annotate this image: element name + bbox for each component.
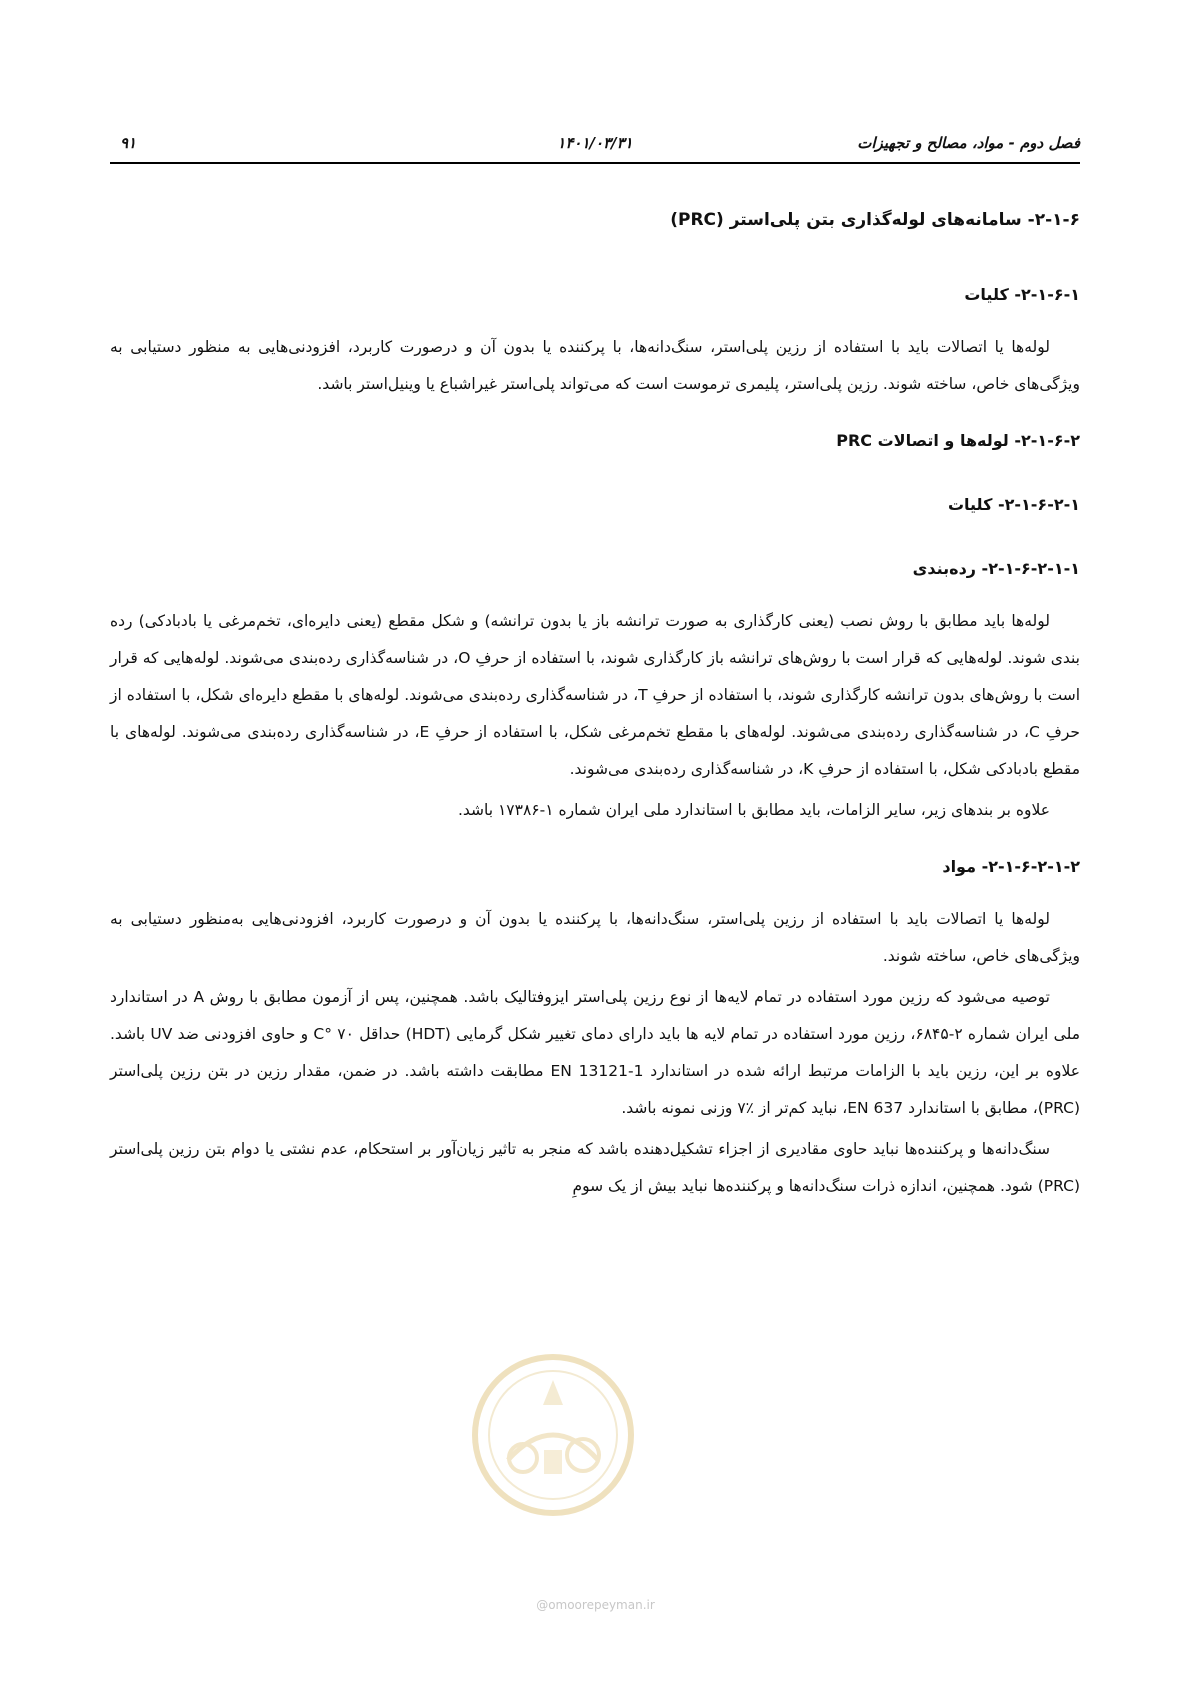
- watermark-seal-icon: [468, 1350, 638, 1520]
- header-date: ۱۴۰۱/۰۳/۳۱: [557, 134, 633, 152]
- page-number: ۹۱: [120, 134, 137, 152]
- paragraph-classification-standard: علاوه بر بندهای زیر، سایر الزامات، باید مطابق با استاندارد ملی ایران شماره ۱-۱۷۳۸۶ باشد.: [457, 801, 1050, 819]
- paragraph-general: لوله‌ها یا اتصالات باید با استفاده از رزین پلی‌استر، سنگ‌دانه‌ها، با پرکننده یا بدون آن و درصورت کاربرد، افزودنی‌هایی به منظور دستیابی به ویژگی‌های خاص، ساخته شوند. رزین پلی‌استر، پلیمری ترموست است که می‌تواند پلی‌استر غیراشباع یا وینیل‌استر باشد.: [110, 338, 1080, 393]
- subsection-heading-pipes: ۲-۱-۶-۲- لوله‌ها و اتصالات PRC: [836, 431, 1080, 450]
- page-header: [110, 128, 1080, 158]
- subsection-heading-pipes-general: ۲-۱-۶-۲-۱- کلیات: [947, 495, 1080, 514]
- chapter-title: فصل دوم - مواد، مصالح و تجهیزات: [857, 134, 1080, 152]
- paragraph-classification: لوله‌ها باید مطابق با روش نصب (یعنی کارگذاری به صورت ترانشه باز یا بدون ترانشه) و شکل مقطع (یعنی دایره‌ای، تخم‌مرغی یا بادبادکی) رده بندی شوند. لوله‌هایی که قرار است با روش‌های ترانشه باز کارگذاری شوند، با استفاده از حرفِ O، در شناسه‌گذاری رده‌بندی می‌شوند. لوله‌هایی که قرار است با روش‌های بدون ترانشه کارگذاری شوند، با استفاده از حرفِ T، در شناسه‌گذاری رده‌بندی می‌شوند. لوله‌های با مقطع دایره‌ای شکل، با استفاده از حرفِ C، در شناسه‌گذاری رده‌بندی می‌شوند. لوله‌های با مقطع تخم‌مرغی شکل، با استفاده از حرفِ E، در شناسه‌گذاری رده‌بندی می‌شوند. لوله‌های با مقطع بادبادکی شکل، با استفاده از حرفِ K، در شناسه‌گذاری رده‌بندی می‌شوند.: [110, 612, 1081, 778]
- subsection-heading-general: ۲-۱-۶-۱- کلیات: [964, 285, 1080, 304]
- paragraph-materials-3: سنگ‌دانه‌ها و پرکننده‌ها نباید حاوی مقادیری از اجزاء تشکیل‌دهنده باشد که منجر به تاثیر زیان‌آور بر استحکام، عدم نشتی یا دوام بتن رزین پلی‌استر (PRC) شود. همچنین، اندازه ذرات سنگ‌دانه‌ها و پرکننده‌ها نباید بیش از یک سومِ: [110, 1140, 1080, 1195]
- document-body: [110, 205, 1080, 1229]
- watermark-site: @omoorepeyman.ir: [536, 1598, 655, 1612]
- paragraph-materials-2: توصیه می‌شود که رزین مورد استفاده در تمام لایه‌ها از نوع رزین پلی‌استر ایزوفتالیک باشد. همچنین، پس از آزمون مطابق با روش A در استاندارد ملی ایران شماره ۲-۶۸۴۵، رزین مورد استفاده در تمام لایه ها باید دارای دمای تغییر شکل گرمایی (HDT) حداقل ۷۰ °C و حاوی افزودنی ضد UV باشد. علاوه بر این، رزین باید با الزامات مرتبط ارائه شده در استاندارد EN 13121-1 مطابقت داشته باشد. در ضمن، مقدار رزین در بتن رزین پلی‌استر (PRC)، مطابق با استاندارد EN 637، نباید کم‌تر از ٪۷ وزنی نمونه باشد.: [110, 988, 1080, 1117]
- subsection-heading-materials: ۲-۱-۶-۲-۱-۲- مواد: [942, 857, 1080, 876]
- paragraph-materials-1: لوله‌ها یا اتصالات باید با استفاده از رزین پلی‌استر، سنگ‌دانه‌ها، با پرکننده یا بدون آن و درصورت کاربرد، افزودنی‌هایی به‌منظور دستیابی به ویژگی‌های خاص، ساخته شوند.: [110, 910, 1080, 965]
- header-rule: [110, 162, 1080, 164]
- subsection-heading-classification: ۲-۱-۶-۲-۱-۱- رده‌بندی: [912, 559, 1080, 578]
- section-heading: ۲-۱-۶- سامانه‌های لوله‌گذاری بتن پلی‌استر (PRC): [670, 210, 1080, 230]
